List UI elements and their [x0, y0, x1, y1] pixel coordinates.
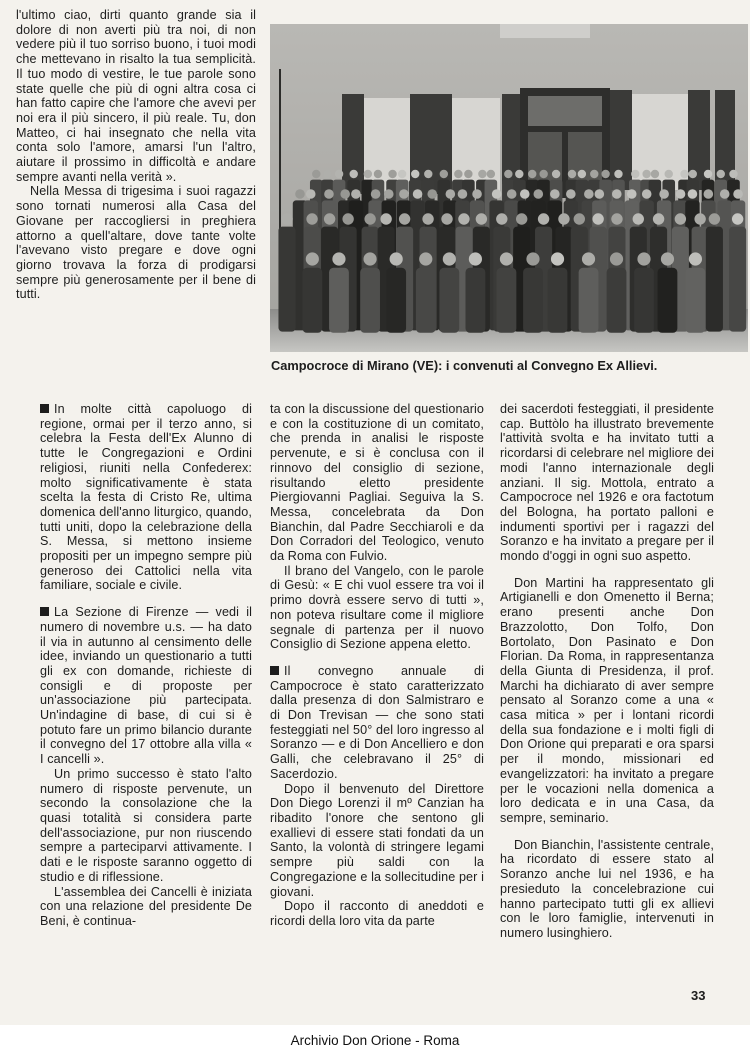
- person-head: [552, 170, 560, 178]
- person-head: [653, 213, 664, 224]
- person-head: [659, 189, 669, 199]
- paragraph: Dopo il benvenuto del Direttore Don Diego Lorenzi il mº Canzian ha ribadito l'onore che sentono gli exallievi di essere stati fondati da un Santo, la volontà di stringere legami sempre più saldi con la Congregazione e la sollecitudine per i giovani.: [270, 781, 484, 899]
- person-head: [364, 213, 375, 224]
- person-figure: [607, 268, 627, 333]
- person-head: [704, 189, 714, 199]
- person-head: [584, 189, 594, 199]
- person-head: [492, 189, 502, 199]
- person-head: [374, 170, 382, 178]
- person-head: [611, 213, 622, 224]
- page-number: 33: [691, 988, 706, 1003]
- person-head: [332, 252, 345, 265]
- person-head: [323, 170, 331, 178]
- person-head: [454, 170, 462, 178]
- person-head: [306, 213, 317, 224]
- person-head: [312, 170, 320, 178]
- person-head: [411, 170, 419, 178]
- person-head: [306, 189, 316, 199]
- person-head: [504, 170, 512, 178]
- section-bullet: [40, 607, 49, 616]
- person-head: [612, 189, 622, 199]
- person-head: [478, 170, 486, 178]
- person-head: [496, 213, 507, 224]
- paragraph: Il brano del Vangelo, con le parole di Gesù: « E chi vuol essere tra voi il primo dovrà essere servo di tutti », non poteva risultare come il migliore segnale di partenza per il nuovo Consiglio di Sezione appena eletto.: [270, 563, 484, 652]
- person-head: [538, 213, 549, 224]
- person-figure: [466, 268, 486, 333]
- person-figure: [278, 227, 295, 332]
- section-paragraph: La Sezione di Firenze — vedi il numero di novembre u.s. — ha dato il via in autunno al censimento delle idee, inviando un questionario a tutti gli ex con domande, richieste di consigli e di proposte per un'associazione più partecipata. Un'indagine di base, di cui si è potuto fare un primo bilancio durante il convegno del 17 ottobre alla villa « I cancelli ».: [40, 605, 252, 767]
- person-figure: [302, 268, 322, 333]
- person-figure: [360, 268, 380, 333]
- person-head: [399, 213, 410, 224]
- text-column-3: [500, 402, 714, 941]
- paragraph: Un primo successo è stato l'alto numero di risposte pervenute, un secondo la consolazione che la quasi totalità si considera parte dell'associazione, pur non riuscendo sempre a parteciparvi attivamente. I dati e le risposte saranno oggetto di studio e di riflessione.: [40, 766, 252, 884]
- person-head: [363, 252, 376, 265]
- person-figure: [497, 268, 517, 333]
- person-head: [487, 170, 495, 178]
- paragraph: Nella Messa di trigesima i suoi ragazzi sono tornati numerosi alla Casa del Giovane per raccogliersi in preghiera attorno a quell'altare, dove tante volte l'avevano visto pregare e dove ogni giorno trovava la forza di prodigarsi sempre più generosamente per il bene di tutti.: [16, 184, 256, 302]
- person-head: [351, 189, 361, 199]
- person-head: [364, 170, 372, 178]
- group-photo: [270, 24, 748, 352]
- person-head: [665, 170, 673, 178]
- paragraph: Don Bianchin, l'assistente centrale, ha ricordato di essere stato al Soranzo anche lui nel 1936, e ha presieduto la concelebrazione cui hanno partecipato tutti gli ex allievi con le loro famiglie, intervenuti in numero lusinghiero.: [500, 837, 714, 940]
- person-head: [335, 170, 343, 178]
- person-head: [441, 213, 452, 224]
- text-column-1: [40, 402, 252, 929]
- person-head: [526, 252, 539, 265]
- person-head: [680, 170, 688, 178]
- person-figure: [658, 268, 678, 333]
- person-head: [422, 213, 433, 224]
- person-head: [324, 213, 335, 224]
- person-head: [661, 252, 674, 265]
- paragraph: Don Martini ha rappresentato gli Artigianelli e don Omenetto il Berna; erano presenti anche Don Brazzolotto, Don Tolfo, Don Bortolato, Don Pasinato e Don Florian. Da Roma, in rappresentanza della Giunta di Presidenza, il prof. Marchi ha dichiarato di aver sempre pensato al Soranzo come a una « casa mitica » per i lontani ricordi della sua fondazione e i molti figli di Don Orione qui preparati e ora sparsi per il mondo, missionari ed evangelizzatori: ha invitato a pregare per le vocazioni nella domenica a loro dedicata e in una Casa, da sempre, seminario.: [500, 575, 714, 825]
- person-figure: [729, 227, 746, 332]
- person-head: [539, 170, 547, 178]
- person-head: [443, 252, 456, 265]
- text-column-2: [270, 402, 484, 929]
- person-head: [568, 170, 576, 178]
- person-head: [500, 252, 513, 265]
- person-figure: [386, 268, 406, 333]
- photo-caption: Campocroce di Mirano (VE): i convenuti al Convegno Ex Allievi.: [271, 358, 658, 373]
- person-head: [295, 189, 305, 199]
- person-head: [413, 189, 423, 199]
- person-head: [551, 252, 564, 265]
- person-head: [676, 189, 686, 199]
- person-head: [380, 213, 391, 224]
- person-head: [520, 189, 530, 199]
- person-head: [384, 189, 394, 199]
- person-head: [424, 170, 432, 178]
- person-head: [633, 213, 644, 224]
- person-head: [340, 189, 350, 199]
- person-figure: [523, 268, 543, 333]
- person-head: [350, 170, 358, 178]
- person-head: [390, 252, 403, 265]
- person-head: [528, 170, 536, 178]
- section-bullet: [40, 404, 49, 413]
- paragraph: dei sacerdoti festeggiati, il presidente cap. Buttòlo ha illustrato brevemente l'attività svolta e ha invitato tutti a ricordarsi di celebrare nel migliore dei modi l'anno internazionale degli anziani. Il sig. Mottola, entrato a Campocroce nel 1926 e ora factotum del Bologna, ha portato palloni e indumenti sportivi per i ragazzi del Soranzo e ha invitato a pregare per il mondo d'oggi in ogni suo aspetto.: [500, 402, 714, 564]
- person-head: [399, 189, 409, 199]
- person-head: [717, 170, 725, 178]
- person-head: [720, 189, 730, 199]
- person-head: [507, 189, 517, 199]
- person-head: [515, 170, 523, 178]
- paragraph: l'ultimo ciao, dirti quanto grande sia il dolore di non averti più tra noi, di non vedere più il tuo sorriso buono, i tuoi modi che mettevano in risalto la tua semplicità. Il tuo modo di vestire, le tue parole sono state quelle che più di ogni altra cosa ci han fatto capire che l'amore che avevi per noi era il più sincero, il più reale. Tu, don Matteo, ci hai insegnato che nella vita conta solo l'amore, amarsi l'un l'altro, aiutare il prossimo in difficoltà e andare sempre avanti nella verità ».: [16, 8, 256, 184]
- person-head: [558, 213, 569, 224]
- person-head: [709, 213, 720, 224]
- person-head: [464, 170, 472, 178]
- person-head: [458, 189, 468, 199]
- person-head: [440, 170, 448, 178]
- person-figure: [579, 268, 599, 333]
- person-figure: [329, 268, 349, 333]
- person-head: [578, 170, 586, 178]
- archive-footer: Archivio Don Orione - Roma: [0, 1025, 750, 1057]
- person-head: [651, 170, 659, 178]
- person-figure: [686, 268, 706, 333]
- paragraph: L'assemblea dei Cancelli è iniziata con una relazione del presidente De Beni, è continua-: [40, 884, 252, 928]
- person-head: [533, 189, 543, 199]
- person-head: [642, 189, 652, 199]
- person-head: [688, 189, 698, 199]
- person-head: [550, 189, 560, 199]
- person-head: [694, 213, 705, 224]
- person-head: [582, 252, 595, 265]
- person-head: [592, 213, 603, 224]
- person-head: [642, 170, 650, 178]
- person-head: [627, 189, 637, 199]
- person-head: [516, 213, 527, 224]
- person-head: [398, 170, 406, 178]
- person-head: [590, 170, 598, 178]
- person-head: [419, 252, 432, 265]
- person-head: [566, 189, 576, 199]
- person-head: [427, 189, 437, 199]
- section-paragraph: Il convegno annuale di Campocroce è stato caratterizzato dalla presenza di don Salmistraro e di Don Trevisan — che sono stati festeggiati nel 50° del loro ingresso al Soranzo — e di Don Ancelliero e don Galli, che celebravano il 25° di Sacerdozio.: [270, 663, 484, 781]
- person-figure: [706, 227, 723, 332]
- paragraph: ta con la discussione del questionario e con la costituzione di un comitato, che prenda in analisi le risposte pervenute, e si è conclusa con il rinnovo del consiglio di sezione, risultando eletto presidente Piergiovanni Pagliai. Seguiva la S. Messa, concelebrata da Don Bianchin, dal Padre Secchiaroli e da Don Corradori del Teologico, venuto da Roma con Fulvio.: [270, 402, 484, 564]
- person-figure: [416, 268, 436, 333]
- person-head: [631, 170, 639, 178]
- crowd-of-people: [278, 170, 746, 333]
- person-head: [595, 189, 605, 199]
- person-head: [388, 170, 396, 178]
- person-head: [704, 170, 712, 178]
- person-head: [675, 213, 686, 224]
- person-head: [637, 252, 650, 265]
- person-head: [458, 213, 469, 224]
- paragraph: Dopo il racconto di aneddoti e ricordi della loro vita da parte: [270, 899, 484, 928]
- person-head: [689, 252, 702, 265]
- person-head: [371, 189, 381, 199]
- text-column-top: [16, 8, 256, 302]
- group-photo-image: [270, 24, 748, 352]
- person-head: [732, 213, 743, 224]
- person-head: [446, 189, 456, 199]
- section-bullet: [270, 666, 279, 675]
- person-head: [610, 252, 623, 265]
- person-head: [733, 189, 743, 199]
- person-figure: [548, 268, 568, 333]
- person-head: [472, 189, 482, 199]
- person-head: [614, 170, 622, 178]
- person-head: [601, 170, 609, 178]
- person-head: [342, 213, 353, 224]
- person-figure: [634, 268, 654, 333]
- person-head: [306, 252, 319, 265]
- person-head: [689, 170, 697, 178]
- person-head: [469, 252, 482, 265]
- person-head: [574, 213, 585, 224]
- person-figure: [439, 268, 459, 333]
- person-head: [324, 189, 334, 199]
- person-head: [476, 213, 487, 224]
- person-head: [281, 213, 292, 224]
- section-paragraph: In molte città capoluogo di regione, ormai per il terzo anno, si celebra la Festa dell'Ex Alunno di tutte le Congregazioni e Ordini religiosi, riuniti nella Confederex: molto significativamente è stata scelta la festa di Cristo Re, ultima domenica dell'anno liturgico, quando, tutti uniti, dopo la celebrazione della S. Messa, si mettono insieme propositi per un impegno sempre più generoso dei Cattolici nella vita familiare, sociale e civile.: [40, 402, 252, 593]
- person-head: [729, 170, 737, 178]
